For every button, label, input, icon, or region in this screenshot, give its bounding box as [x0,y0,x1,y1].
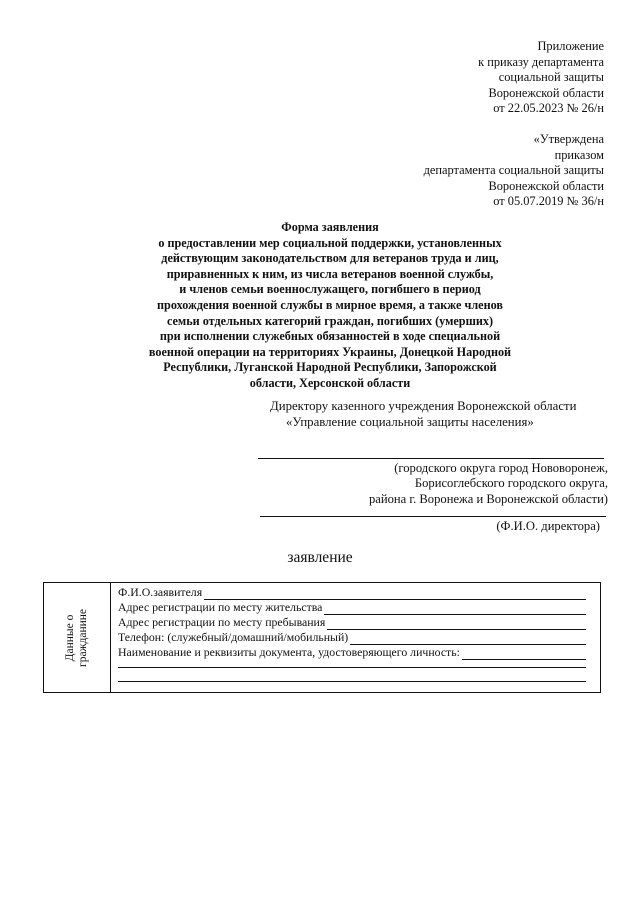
stay-address-field[interactable] [118,614,586,630]
director-hint: (Ф.И.О. директора) [496,519,600,533]
title-line: семьи отдельных категорий граждан, погибших (умерших) [166,313,494,328]
appendix-line: от 22.05.2023 № 26/н [493,101,604,116]
title-line: и членов семьи военнослужащего, погибшего в период [179,282,481,297]
phone-field[interactable] [118,629,586,645]
district-blank-line[interactable] [258,458,604,459]
title-line: области, Херсонской области [249,375,411,390]
approval-line: от 05.07.2019 № 36/н [493,194,604,209]
citizen-data-side-label [64,608,90,666]
title-line: Республики, Луганской Народной Республики, Запорожской [163,360,497,375]
applicant-name-field[interactable] [118,584,586,600]
identity-document-extra-line[interactable] [118,681,586,682]
field-label: Наименование и реквизиты документа, удостоверяющего личность: [118,645,460,659]
approval-line: «Утверждена [533,132,604,146]
form-title [120,220,540,392]
field-blank[interactable] [462,648,586,660]
title-line: при исполнении служебных обязанностей в ходе специальной [159,329,501,344]
appendix-line: социальной защиты [498,70,604,85]
title-line: Форма заявления [281,220,379,234]
appendix-line: к приказу департамента [478,54,604,69]
field-label: Адрес регистрации по месту пребывания [118,615,326,629]
addressee-line: Директору казенного учреждения Воронежской области [270,399,577,413]
side-label-line: Данные о [64,614,76,661]
approval-line: Воронежской области [488,178,604,193]
citizen-data-side-cell [44,583,111,692]
title-line: действующим законодательством для ветеранов труда и лиц, [161,251,499,266]
field-label: Телефон: (служебный/домашний/мобильный) [118,630,349,644]
addressee-line: «Управление социальной защиты населения» [286,414,534,429]
title-line: о предоставлении мер социальной поддержки, установленных [158,235,502,250]
title-line: приравненных к ним, из числа ветеранов военной службы, [166,266,494,281]
residence-address-field[interactable] [118,599,586,615]
approval-line: департамента социальной защиты [423,163,604,178]
identity-document-field[interactable] [118,644,586,660]
district-hint-line: (городского округа город Нововоронеж, [394,461,608,475]
application-heading: заявление [287,549,353,566]
side-label-line: гражданине [77,608,89,667]
field-label: Адрес регистрации по месту жительства [118,600,323,614]
addressee-block [270,399,610,430]
approval-line: приказом [554,147,604,162]
appendix-note [478,39,604,117]
appendix-line: Воронежской области [488,85,604,100]
district-hint-line: Борисоглебского городского округа, [414,476,608,490]
appendix-line: Приложение [537,39,604,53]
identity-document-extra-line[interactable] [118,667,586,668]
title-line: военной операции на территориях Украины, Донецкой Народной [148,344,512,359]
district-hint-line: района г. Воронежа и Воронежской области) [368,492,608,506]
title-line: прохождения военной службы в мирное время, а также членов [157,297,503,312]
director-name-line[interactable] [260,516,606,517]
citizen-data-table [43,582,601,693]
approval-note [424,132,604,210]
field-label: Ф.И.О.заявителя [118,585,203,599]
